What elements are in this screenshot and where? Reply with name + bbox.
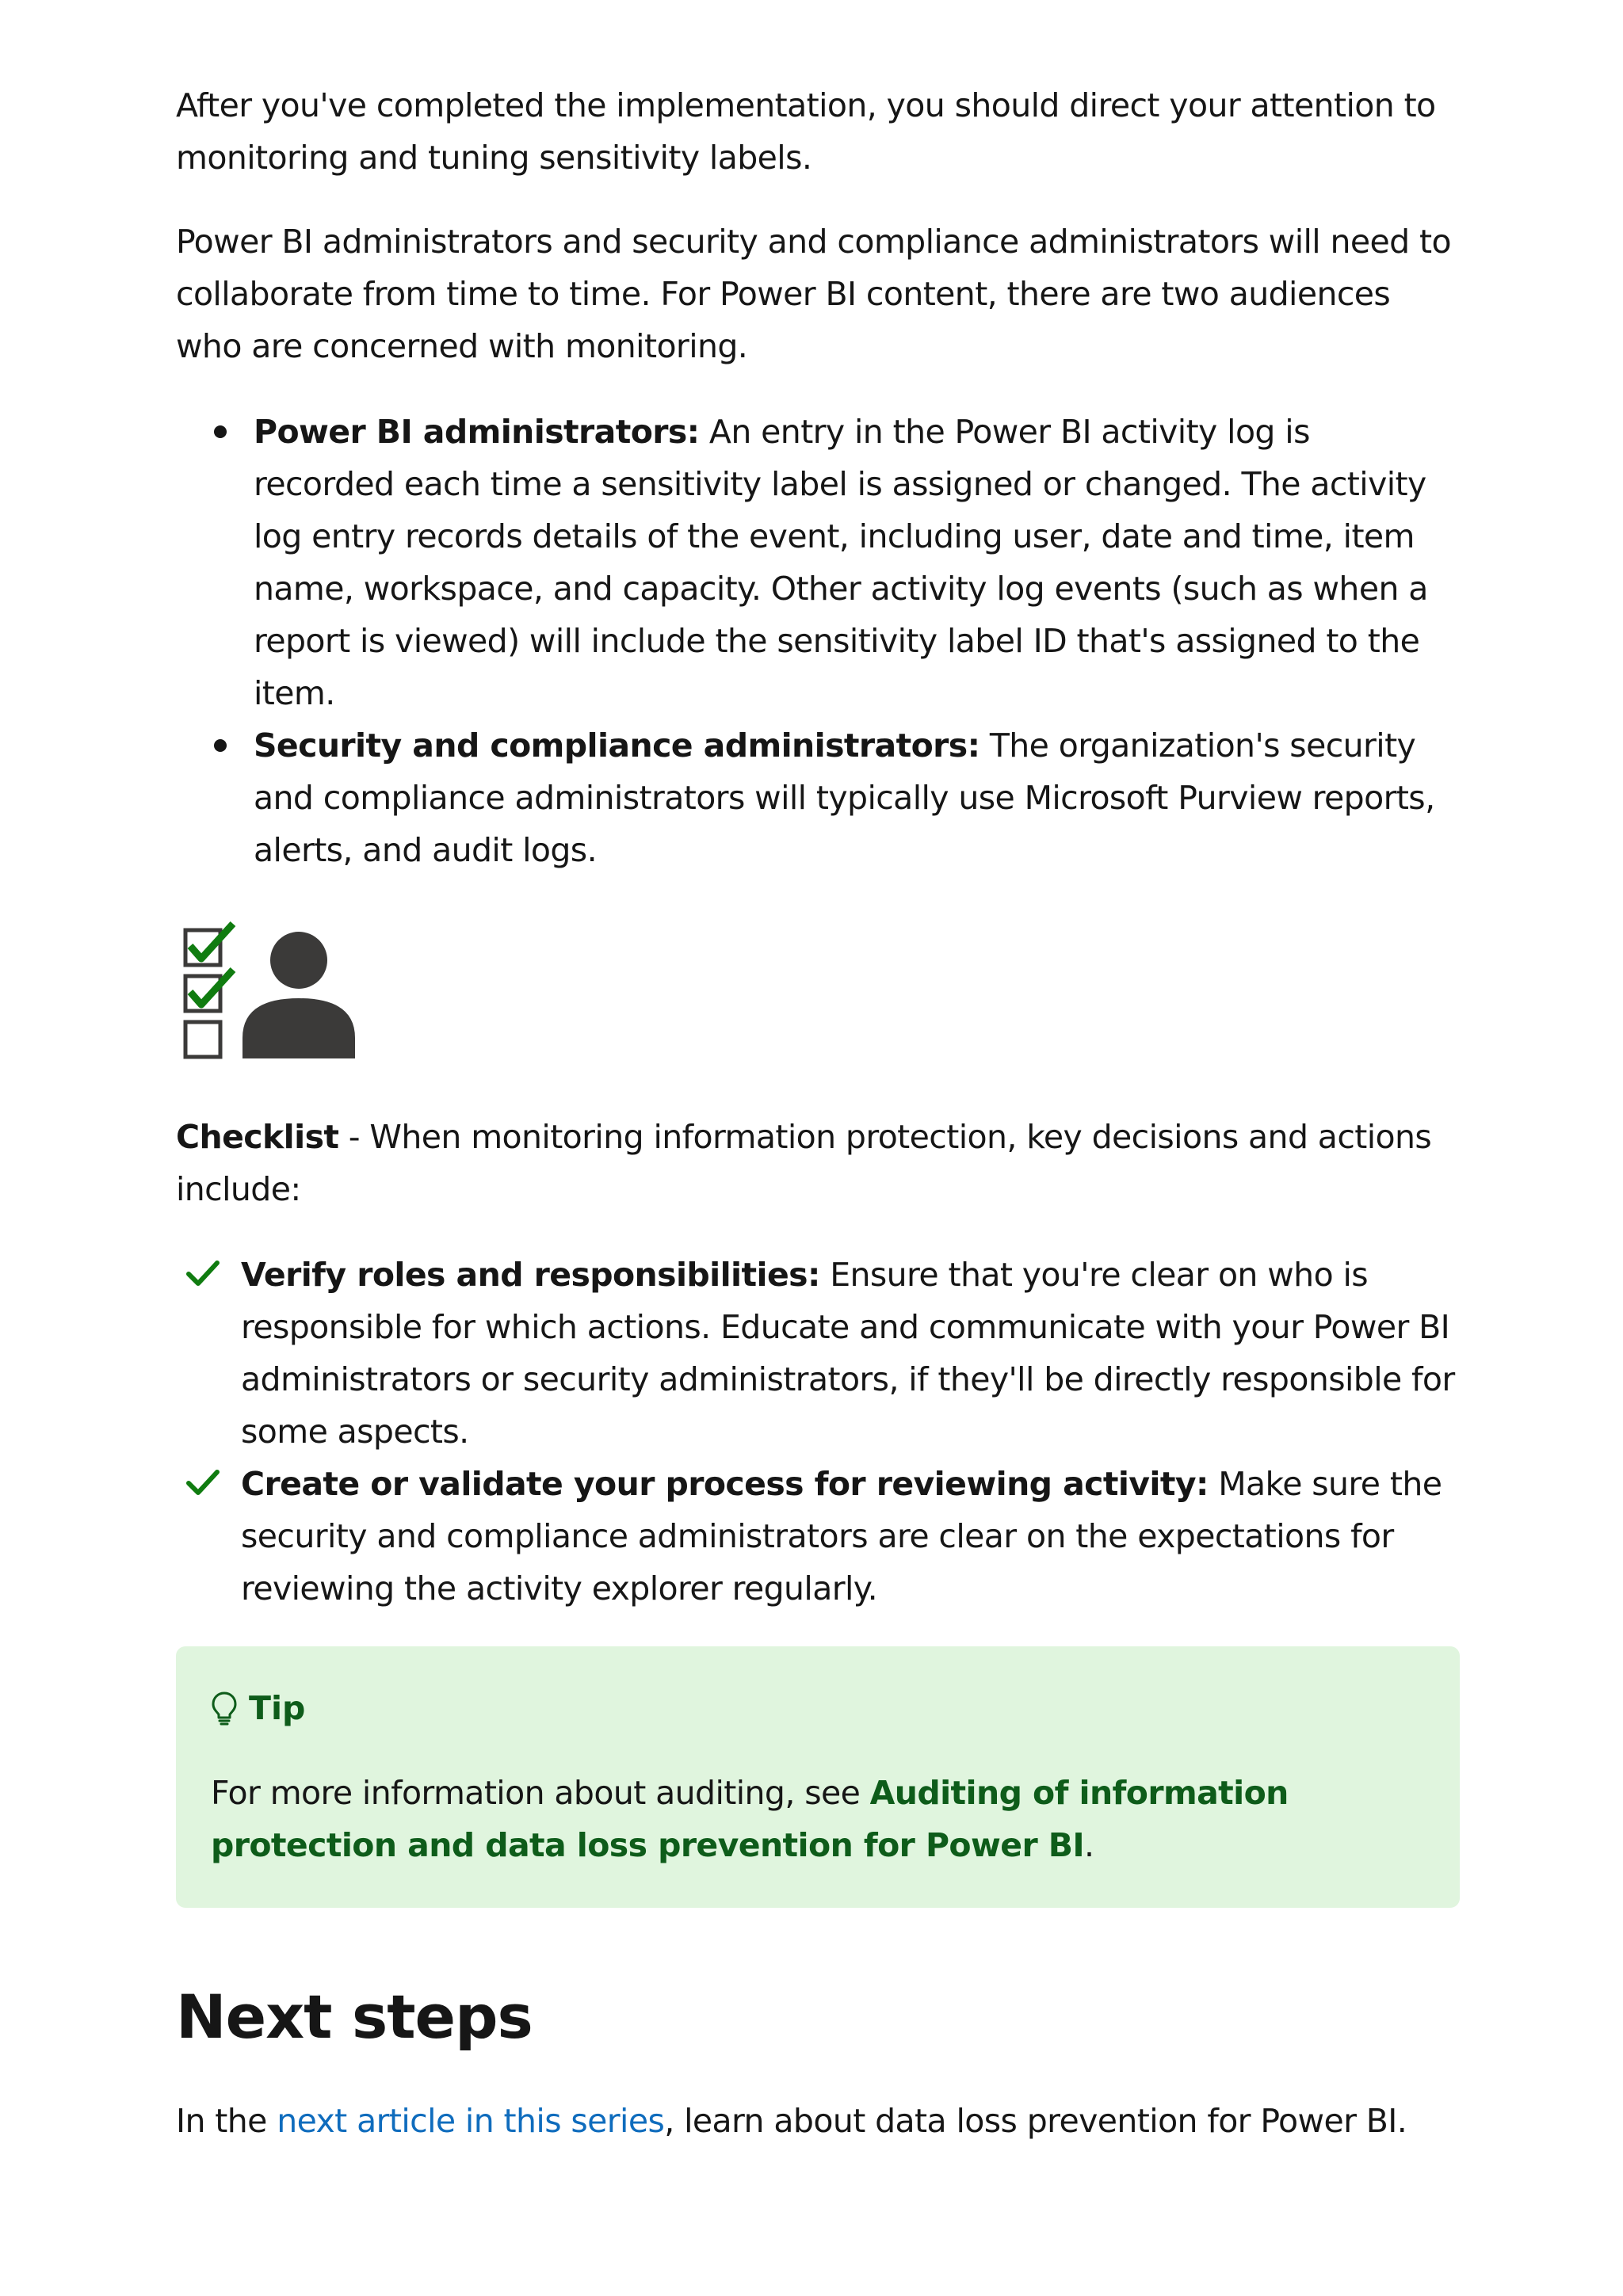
next-steps-heading: Next steps xyxy=(176,1981,533,2052)
list-item xyxy=(254,406,1460,719)
intro-paragraph-1: After you've completed the implementation, you should direct your attention to monitoring and tuning sensitivity labels. xyxy=(176,86,1436,177)
tip-text xyxy=(211,1767,1425,1871)
tip-header xyxy=(211,1684,1425,1732)
list-item xyxy=(241,1249,1460,1458)
list-item-text: The organization's security and compliance administrators will typically use Microsoft Purview reports, alerts, and audit logs. xyxy=(254,727,1435,869)
list-item xyxy=(241,1458,1460,1615)
checkbox-empty-icon xyxy=(185,1022,220,1057)
intro-paragraph-2: Power BI administrators and security and compliance administrators will need to collaborate from time to time. For Power BI content, there are two audiences who are concerned with monitoring. xyxy=(176,223,1451,365)
list-item-text: An entry in the Power BI activity log is recorded each time a sensitivity label is assigned or changed. The activity log entry records details of the event, including user, date and time, item name, workspace, and capacity. Other activity log events (such as when a report is viewed) will include the sensitivity label ID that's assigned to the item. xyxy=(254,413,1428,712)
tip-text-before: For more information about auditing, see xyxy=(211,1774,870,1812)
list-item-term: Verify roles and responsibilities: xyxy=(241,1256,820,1294)
tip-callout xyxy=(176,1646,1460,1908)
person-body-icon xyxy=(242,998,355,1058)
checklist-intro xyxy=(176,1111,1460,1215)
audience-list xyxy=(176,406,1460,876)
lightbulb-icon xyxy=(211,1691,238,1726)
list-item-term: Power BI administrators: xyxy=(254,413,700,451)
check-icon xyxy=(185,1469,220,1497)
next-steps-paragraph xyxy=(176,2095,1460,2147)
next-steps-text-before: In the xyxy=(176,2102,277,2140)
check-icon xyxy=(185,1260,220,1288)
list-item-text: Make sure the security and compliance administrators are clear on the expectations for reviewing the activity explorer regularly. xyxy=(241,1465,1442,1608)
person-head-icon xyxy=(270,932,327,989)
article-body xyxy=(176,79,1460,2147)
list-item-term: Create or validate your process for reviewing activity: xyxy=(241,1465,1209,1503)
checklist xyxy=(176,1249,1460,1615)
bullet-dot-icon xyxy=(214,739,227,752)
checklist-person-icon xyxy=(176,919,358,1062)
list-item xyxy=(254,719,1460,876)
auditing-link[interactable]: Auditing of information protection and data loss prevention for Power BI xyxy=(211,1774,1289,1864)
checklist-intro-text: - When monitoring information protection, key decisions and actions include: xyxy=(176,1118,1432,1208)
next-article-link[interactable]: next article in this series xyxy=(277,2102,665,2140)
tip-title: Tip xyxy=(249,1689,306,1727)
bullet-dot-icon xyxy=(214,425,227,438)
list-item-term: Security and compliance administrators: xyxy=(254,727,980,765)
checklist-label: Checklist xyxy=(176,1118,339,1156)
next-steps-text-after: , learn about data loss prevention for Power BI. xyxy=(664,2102,1407,2140)
tip-text-after: . xyxy=(1084,1826,1094,1864)
list-item-text: Ensure that you're clear on who is responsible for which actions. Educate and communicate with your Power BI administrators or security administrators, if they'll be directly responsible for some aspects. xyxy=(241,1256,1455,1451)
